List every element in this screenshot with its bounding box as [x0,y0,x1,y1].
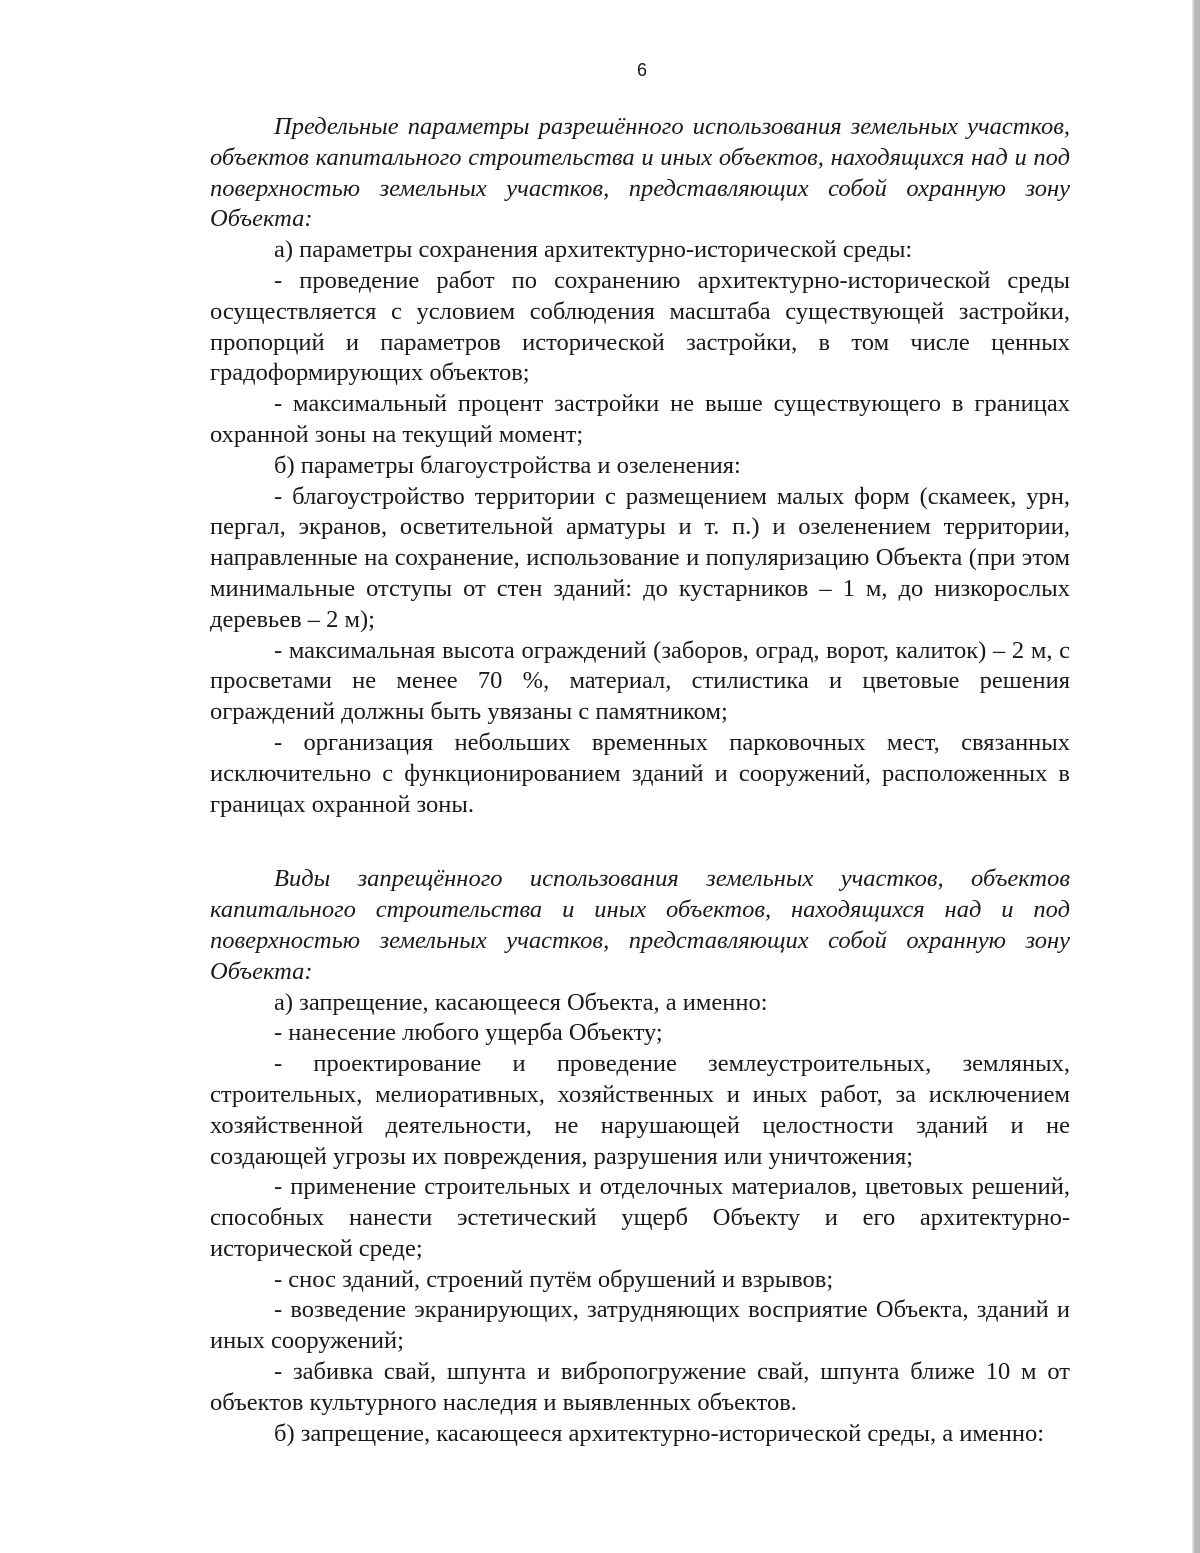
paragraph: - возведение экранирующих, затрудняющих восприятие Объекта, зданий и иных сооружений; [210,1296,1070,1355]
paragraph: - применение строительных и отделочных материалов, цветовых решений, способных нанести эстетический ущерб Объекту и его архитектурно-исторической среде; [210,1173,1070,1262]
section-heading-permitted-parameters: Предельные параметры разрешённого использования земельных участков, объектов капитального строительства и иных объектов, находящихся над и под поверхностью земельных участков, представляющих собой охранную зону Объекта: [210,113,1070,233]
paragraph: - снос зданий, строений путём обрушений и взрывов; [274,1265,834,1293]
scan-edge [1194,0,1200,1553]
paragraph: - нанесение любого ущерба Объекту; [274,1019,663,1047]
paragraph: - благоустройство территории с размещением малых форм (скамеек, урн, пергал, экранов, осветительной арматуры и т. п.) и озеленением территории, направленные на сохранение, использование и популяризацию Объекта (при этом минимальные отступы от стен зданий: до кустарников – 1 м, до низкорослых деревьев – 2 м); [210,482,1070,633]
paragraph: - максимальный процент застройки не выше существующего в границах охранной зоны на текущий момент; [210,390,1070,448]
paragraph: а) параметры сохранения архитектурно-исторической среды: [274,236,913,264]
paragraph: - максимальная высота ограждений (заборов, оград, ворот, калиток) – 2 м, с просветами не менее 70 %, материал, стилистика и цветовые решения ограждений должны быть увязаны с памятником; [210,636,1070,726]
paragraph: а) запрещение, касающееся Объекта, а именно: [274,988,768,1016]
paragraph: - проектирование и проведение землеустроительных, земляных, строительных, мелиоративных, хозяйственных и иных работ, за исключением хозяйственной деятельности, не нарушающей целостности зданий и не создающей угрозы их повреждения, разрушения или уничтожения; [210,1050,1070,1170]
paragraph: - проведение работ по сохранению архитектурно-исторической среды осуществляется с условием соблюдения масштаба существующей застройки, пропорций и параметров исторической застройки, в том числе ценных градоформирующих объектов; [210,266,1070,387]
page-number: 6 [636,60,647,80]
document-body [210,112,1070,1449]
paragraph: б) параметры благоустройства и озеленения: [274,451,741,479]
section-spacer [210,820,1070,864]
section-heading-prohibited-uses: Виды запрещённого использования земельных участков, объектов капитального строительства и иных объектов, находящихся над и под поверхностью земельных участков, представляющих собой охранную зону Объекта: [210,865,1070,985]
paragraph: - организация небольших временных парковочных мест, связанных исключительно с функционированием зданий и сооружений, расположенных в границах охранной зоны. [210,728,1070,818]
paragraph: - забивка свай, шпунта и вибропогружение свай, шпунта ближе 10 м от объектов культурного наследия и выявленных объектов. [210,1358,1070,1416]
paragraph: б) запрещение, касающееся архитектурно-исторической среды, а именно: [274,1419,1045,1447]
